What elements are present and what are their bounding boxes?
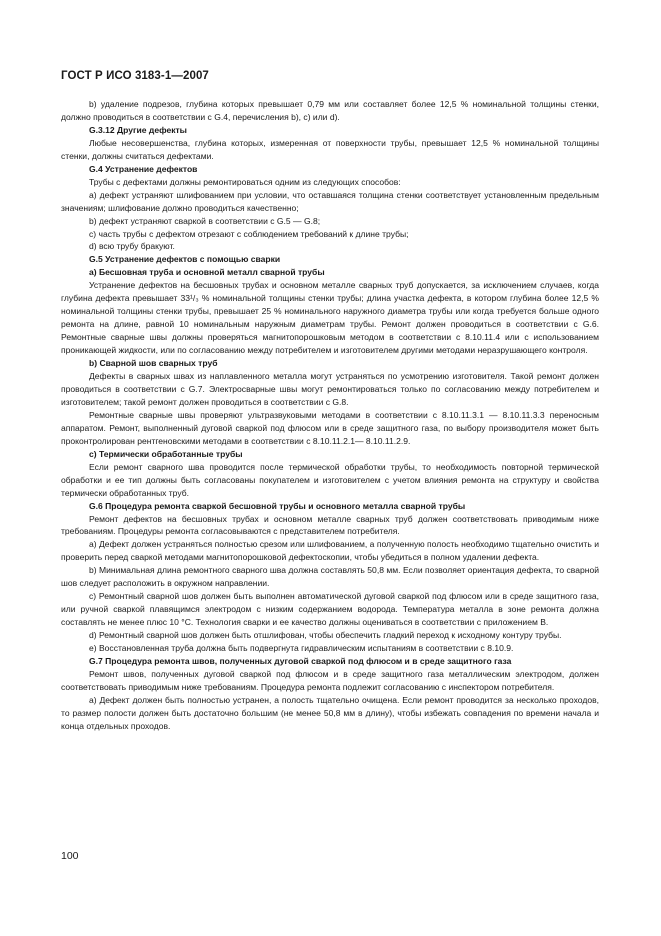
paragraph: Ремонтные сварные швы проверяют ультразвуковыми методами в соответствии с 8.10.11.3.1 — 8.10.11.3.3 переносным аппаратом. Ремонт, выполненный дуговой сваркой под флюсом или в среде защитного газа, по выбору производителя может быть проконтролирован рентгеновскими методами в соответствии с 8.10.11.2.1— 8.10.11.2.9.: [61, 409, 599, 446]
paragraph: b) дефект устраняют сваркой в соответствии с G.5 — G.8;: [89, 215, 321, 226]
paragraph: d) Ремонтный сварной шов должен быть отшлифован, чтобы обеспечить гладкий переход к исходному контуру трубы.: [89, 630, 562, 641]
page-number: 100: [61, 850, 79, 862]
paragraph: Трубы с дефектами должны ремонтироваться одним из следующих способов:: [89, 176, 401, 187]
paragraph: d) всю трубу бракуют.: [89, 241, 175, 252]
section-heading: G.3.12 Другие дефекты: [89, 124, 187, 135]
paragraph: Дефекты в сварных швах из наплавленного металла могут устраняться по усмотрению изготовителя. Такой ремонт должен проводиться в соответствии с G.7. Электросварные швы могут ремонтироваться только по согласованию между потребителем и изготовителем; такой ремонт должен проводиться в соответствии с G.8.: [61, 371, 599, 407]
section-heading: G.5 Устранение дефектов с помощью сварки: [89, 254, 281, 265]
section-heading: c) Термически обработанные трубы: [89, 448, 243, 459]
document-header: ГОСТ Р ИСО 3183-1—2007: [61, 70, 209, 82]
paragraph: Если ремонт сварного шва проводится после термической обработки трубы, то необходимость повторной термической обработки и ее тип должны быть согласованы покупателем и изготовителем с учетом влияния ремонта на структуру и свойства термически обработанных труб.: [61, 461, 599, 498]
section-heading: G.7 Процедура ремонта швов, полученных дуговой сваркой под флюсом и в среде защитного газа: [89, 655, 512, 666]
section-heading: a) Бесшовная труба и основной металл сварной трубы: [89, 267, 325, 278]
paragraph: Ремонт дефектов на бесшовных трубах и основном металле сварных труб должен соответствовать приводимым ниже требованиям. Процедуры ремонта согласовываются с представителем потребителя.: [61, 513, 599, 537]
paragraph: e) Восстановленная труба должна быть подвергнута гидравлическим испытаниям в соответствии с 8.10.9.: [89, 643, 514, 654]
section-heading: G.6 Процедура ремонта сваркой бесшовной трубы и основного металла сварной трубы: [89, 500, 466, 511]
paragraph: Устранение дефектов на бесшовных трубах и основном металле сварных труб допускается, за исключением случаев, когда глубина дефекта превышает 33¹/₃ % номинальной толщины стенки трубы; длина участка дефекта, в котором глубина более 12,5 % номинальной толщины стенки трубы, превышает 25 % номинального наружного диаметра трубы или когда требуется больше одного ремонта на длине, равной 10 номинальным наружным диаметрам трубы. Ремонт должен проводиться в соответствии с G.6. Ремонтные сварные швы должны проверяться магнитопорошковым методом в соответствии с 8.10.11.4 или с использованием проникающей жидкости, или по согласованию между потребителем и изготовителем другими методами неразрушающего контроля.: [61, 280, 599, 356]
paragraph: Любые несовершенства, глубина которых, измеренная от поверхности трубы, превышает 12,5 % номинальной толщины стенки, должны считаться дефектами.: [61, 137, 599, 161]
section-heading: b) Сварной шов сварных труб: [89, 358, 218, 369]
paragraph: Ремонт швов, полученных дуговой сваркой под флюсом и в среде защитного газа металлическим электродом, должен соответствовать приводимым ниже требованиям. Процедура ремонта подлежит согласованию с инспектором потребителя.: [61, 668, 599, 692]
paragraph: a) дефект устраняют шлифованием при условии, что оставшаяся толщина стенки соответствует установленным предельным значениям; шлифование должно проводиться качественно;: [61, 189, 599, 213]
paragraph: c) Ремонтный сварной шов должен быть выполнен автоматической дуговой сваркой под флюсом или в среде защитного газа, или ручной сваркой плавящимся электродом с низким содержанием водорода. Температура металла в зоне ремонта должна составлять не менее плюс 10 °С. Технология сварки и ее качество должны оцениваться в соответствии с приложением В.: [61, 591, 599, 628]
paragraph: a) Дефект должен быть полностью устранен, а полость тщательно очищена. Если ремонт проводится за несколько проходов, то размер полости должен быть достаточно большим (не менее 50,8 мм в длину), чтобы избежать совпадения по времени начала и конца отдельных проходов.: [61, 694, 599, 731]
paragraph: c) часть трубы с дефектом отрезают с соблюдением требований к длине трубы;: [89, 228, 409, 239]
paragraph: b) удаление подрезов, глубина которых превышает 0,79 мм или составляет более 12,5 % номинальной толщины стенки, должно проводиться в соответствии с G.4, перечисления b), c) или d).: [61, 99, 599, 122]
paragraph: b) Минимальная длина ремонтного сварного шва должна составлять 50,8 мм. Если позволяет ориентация дефекта, то сварной шов следует расположить в окружном направлении.: [61, 565, 599, 589]
section-heading: G.4 Устранение дефектов: [89, 163, 198, 174]
document-body: [61, 98, 599, 733]
paragraph: a) Дефект должен устраняться полностью срезом или шлифованием, а полученную полость необходимо тщательно очистить и проверить перед сваркой методами магнитопорошковой дефектоскопии, чтобы убедиться в полном удалении дефекта.: [61, 539, 599, 563]
